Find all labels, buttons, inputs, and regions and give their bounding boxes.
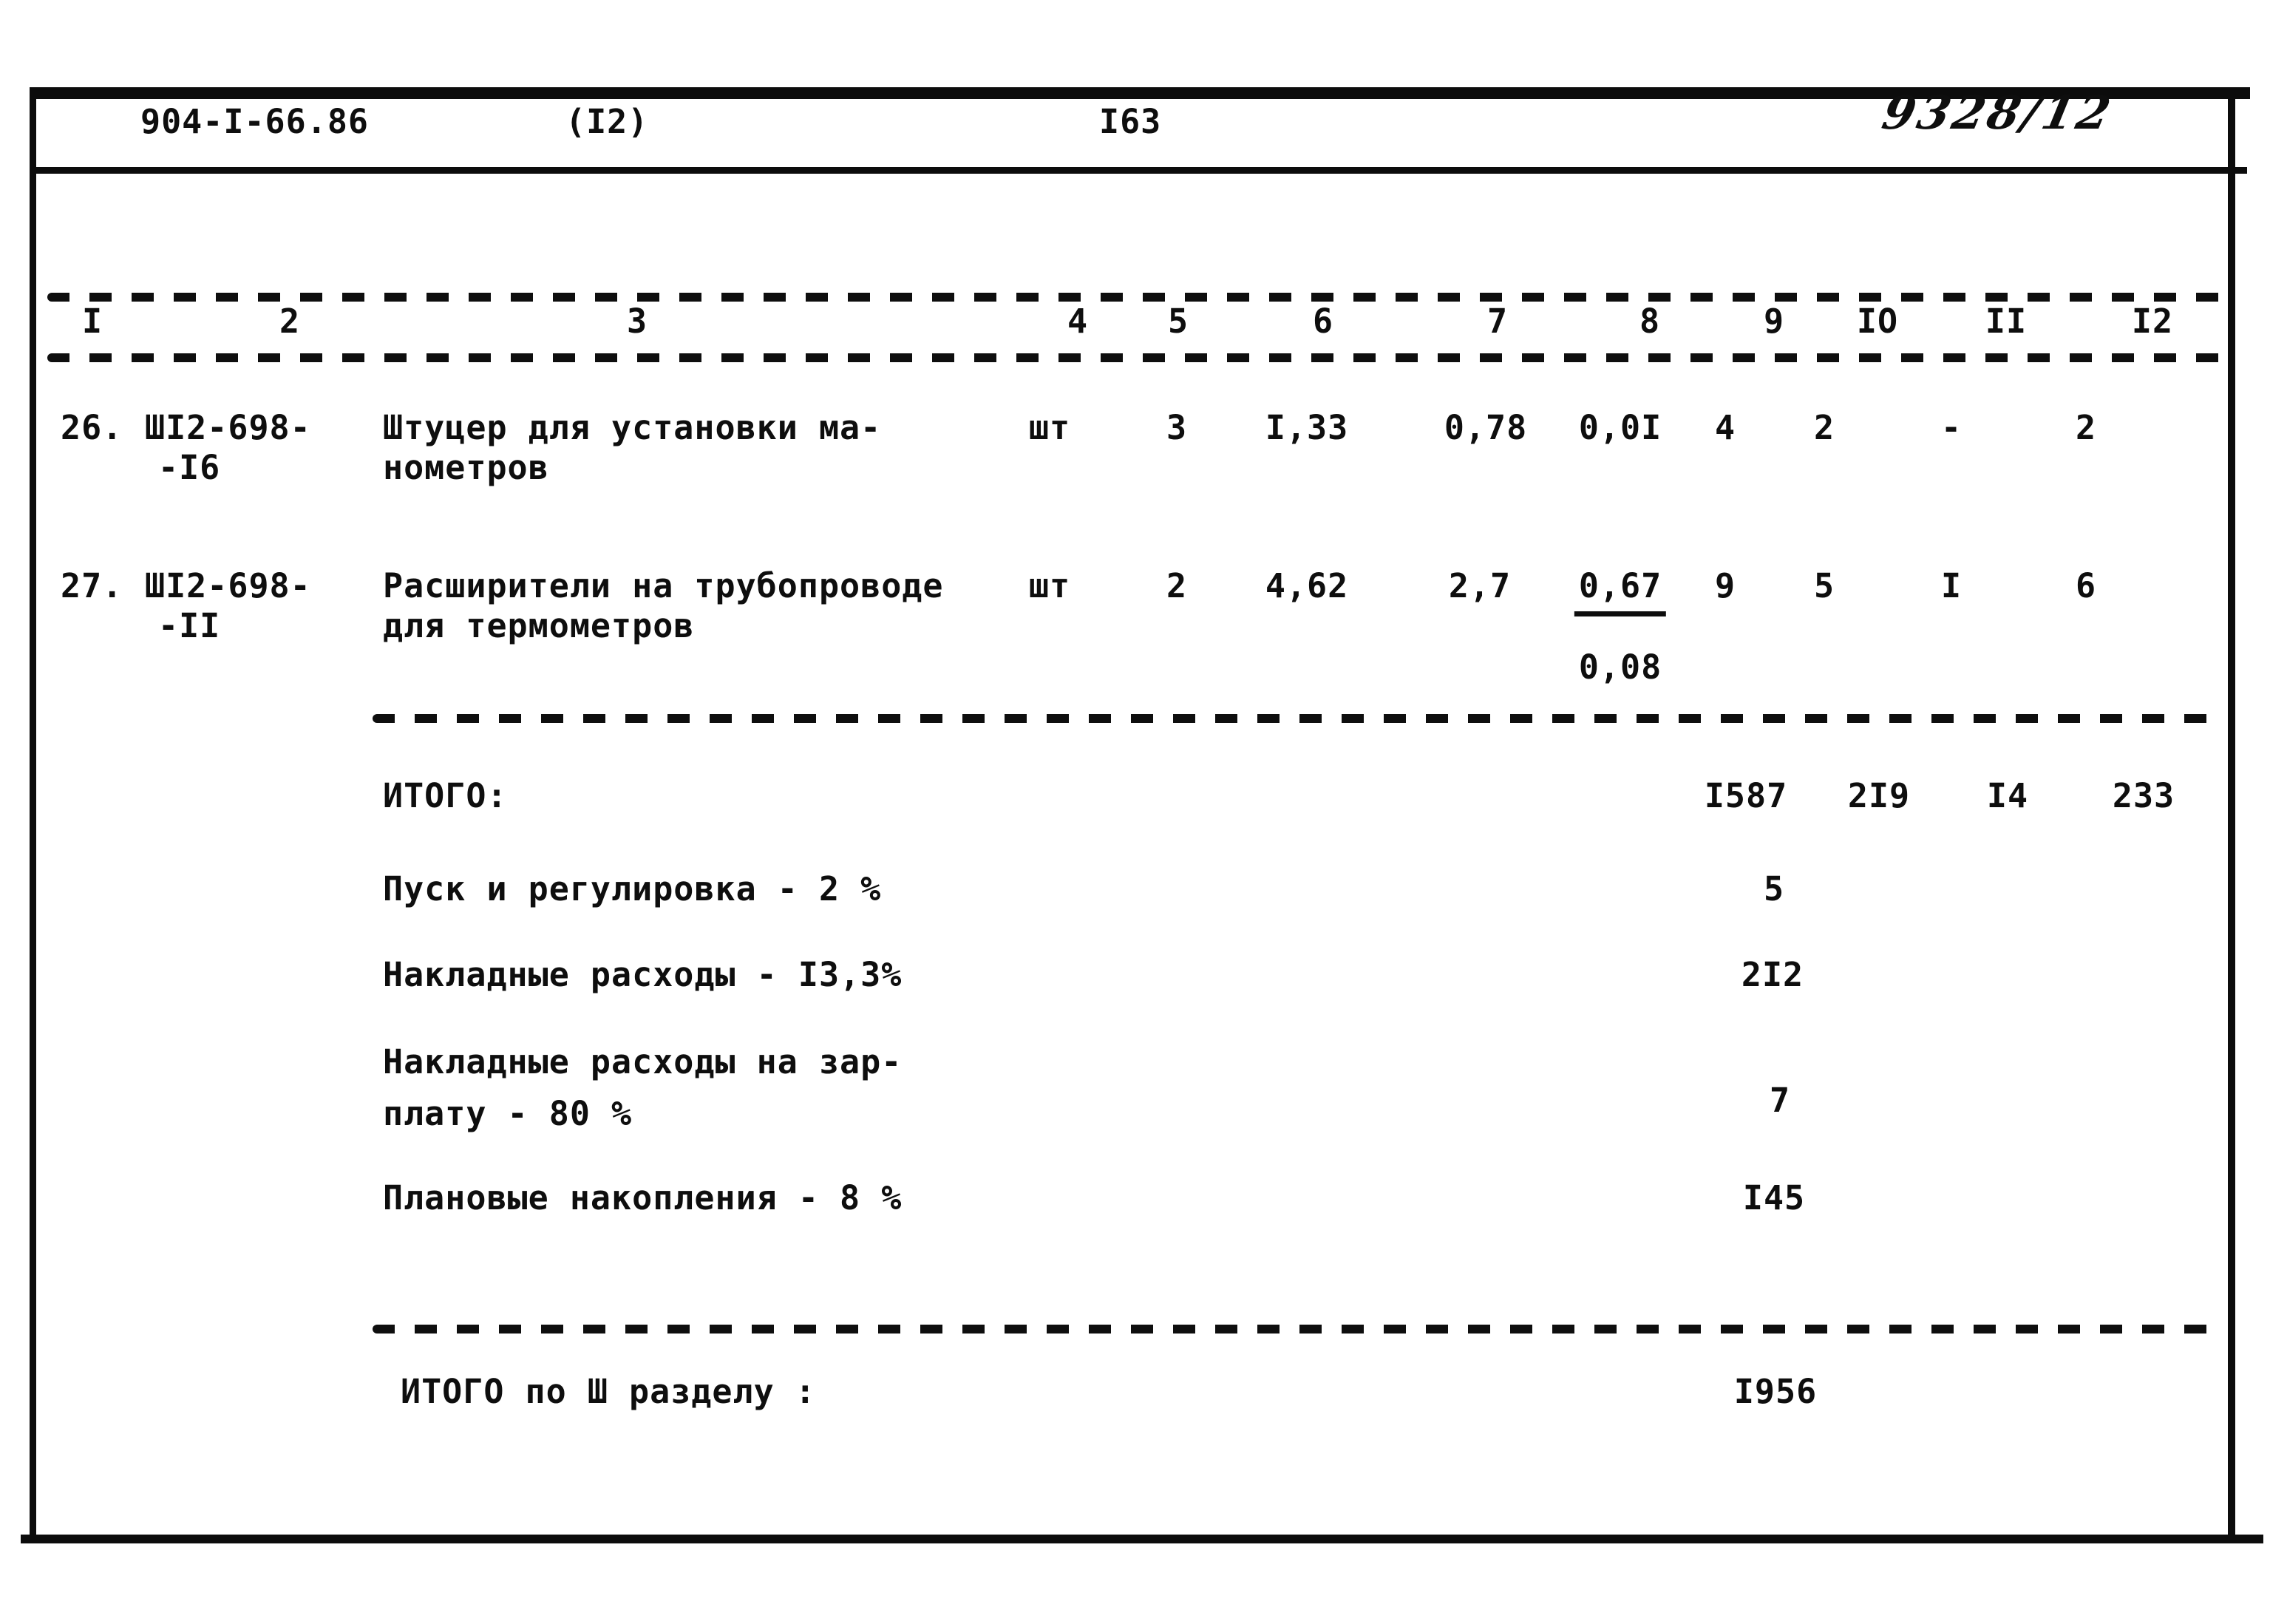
- row27-item-number: 27.: [61, 566, 123, 605]
- overhead-value: 2I2: [1741, 955, 1804, 994]
- row27-col6-value: 4,62: [1265, 566, 1349, 605]
- col-number-9: 9: [1763, 302, 1785, 341]
- col-number-10: IO: [1856, 302, 1899, 341]
- col-number-4: 4: [1067, 302, 1089, 341]
- col-number-11: II: [1985, 302, 2028, 341]
- right-border-line: [2228, 87, 2235, 1543]
- itogo-col12-value: 233: [2112, 776, 2175, 815]
- sheet-note: (I2): [565, 102, 649, 141]
- left-border-line: [30, 87, 36, 1543]
- col-number-12: I2: [2131, 302, 2174, 341]
- planned-savings-value: I45: [1742, 1178, 1806, 1217]
- col-number-8: 8: [1639, 302, 1661, 341]
- row27-col8-fraction-denominator: 0,08: [1578, 648, 1662, 687]
- startup-adjustment-label: Пуск и регулировка - 2 %: [383, 869, 882, 908]
- col-number-6: 6: [1312, 302, 1334, 341]
- overhead-salary-label-line1: Накладные расходы на зар-: [383, 1042, 903, 1081]
- handwritten-mark: 9328/12: [1877, 86, 2118, 140]
- row27-col9-value: 9: [1714, 566, 1736, 605]
- row26-col8-value: 0,0I: [1578, 408, 1662, 447]
- row26-item-name-line2: нометров: [383, 448, 549, 487]
- row26-col9-value: 4: [1714, 408, 1736, 447]
- row26-col10-value: 2: [1813, 408, 1835, 447]
- table-header-dashed-line-top: [47, 293, 2228, 302]
- row26-qty: 3: [1166, 408, 1188, 447]
- header-divider-line: [30, 167, 2247, 174]
- row27-item-name-line1: Расширители на трубопроводе: [383, 566, 944, 605]
- row27-item-name-line2: для термометров: [383, 606, 695, 645]
- col-number-2: 2: [279, 302, 301, 341]
- row27-col8-fraction-numerator: [1574, 566, 1666, 605]
- row26-item-number: 26.: [61, 408, 123, 447]
- col-number-1: I: [81, 302, 103, 341]
- row26-col6-value: I,33: [1265, 408, 1349, 447]
- overhead-label: Накладные расходы - I3,3%: [383, 955, 903, 994]
- overhead-salary-value: 7: [1769, 1081, 1791, 1120]
- row26-catalog-code-line1: ШI2-698-: [145, 408, 311, 447]
- itogo-col10-value: 2I9: [1847, 776, 1911, 815]
- section-total-label: ИТОГО по Ш разделу :: [401, 1372, 816, 1411]
- col-number-3: 3: [626, 302, 648, 341]
- page-number: I63: [1099, 102, 1162, 141]
- col-number-5: 5: [1167, 302, 1189, 341]
- row27-col10-value: 5: [1813, 566, 1835, 605]
- overhead-salary-label-line2: плату - 80 %: [383, 1094, 633, 1133]
- row26-catalog-code-line2: -I6: [158, 448, 221, 487]
- section-total-dashed-separator: [373, 1325, 2215, 1333]
- row27-col11-value: I: [1940, 566, 1963, 605]
- planned-savings-label: Плановые накопления - 8 %: [383, 1178, 903, 1217]
- row26-col11-value: -: [1940, 408, 1963, 447]
- itogo-col9-value: I587: [1704, 776, 1788, 815]
- row26-col7-value: 0,78: [1444, 408, 1528, 447]
- row27-col12-value: 6: [2075, 566, 2097, 605]
- bottom-border-line: [21, 1535, 2263, 1543]
- row27-col7-value: 2,7: [1448, 566, 1512, 605]
- startup-adjustment-value: 5: [1763, 869, 1785, 908]
- row27-catalog-code-line1: ШI2-698-: [145, 566, 311, 605]
- doc-code: 904-I-66.86: [140, 102, 370, 141]
- table-header-dashed-line-bottom: [47, 353, 2228, 362]
- row26-item-name-line1: Штуцер для установки ма-: [383, 408, 882, 447]
- underlined-value: 0,67: [1574, 566, 1666, 616]
- itogo-col11-value: I4: [1986, 776, 2029, 815]
- row26-unit: шт: [1028, 408, 1071, 447]
- col-number-7: 7: [1486, 302, 1509, 341]
- itogo-label: ИТОГО:: [383, 776, 508, 815]
- row27-catalog-code-line2: -II: [158, 606, 221, 645]
- row26-col12-value: 2: [2075, 408, 2097, 447]
- row27-qty: 2: [1166, 566, 1188, 605]
- section-total-value: I956: [1733, 1372, 1818, 1411]
- row27-unit: шт: [1028, 566, 1071, 605]
- totals-dashed-separator: [373, 714, 2215, 723]
